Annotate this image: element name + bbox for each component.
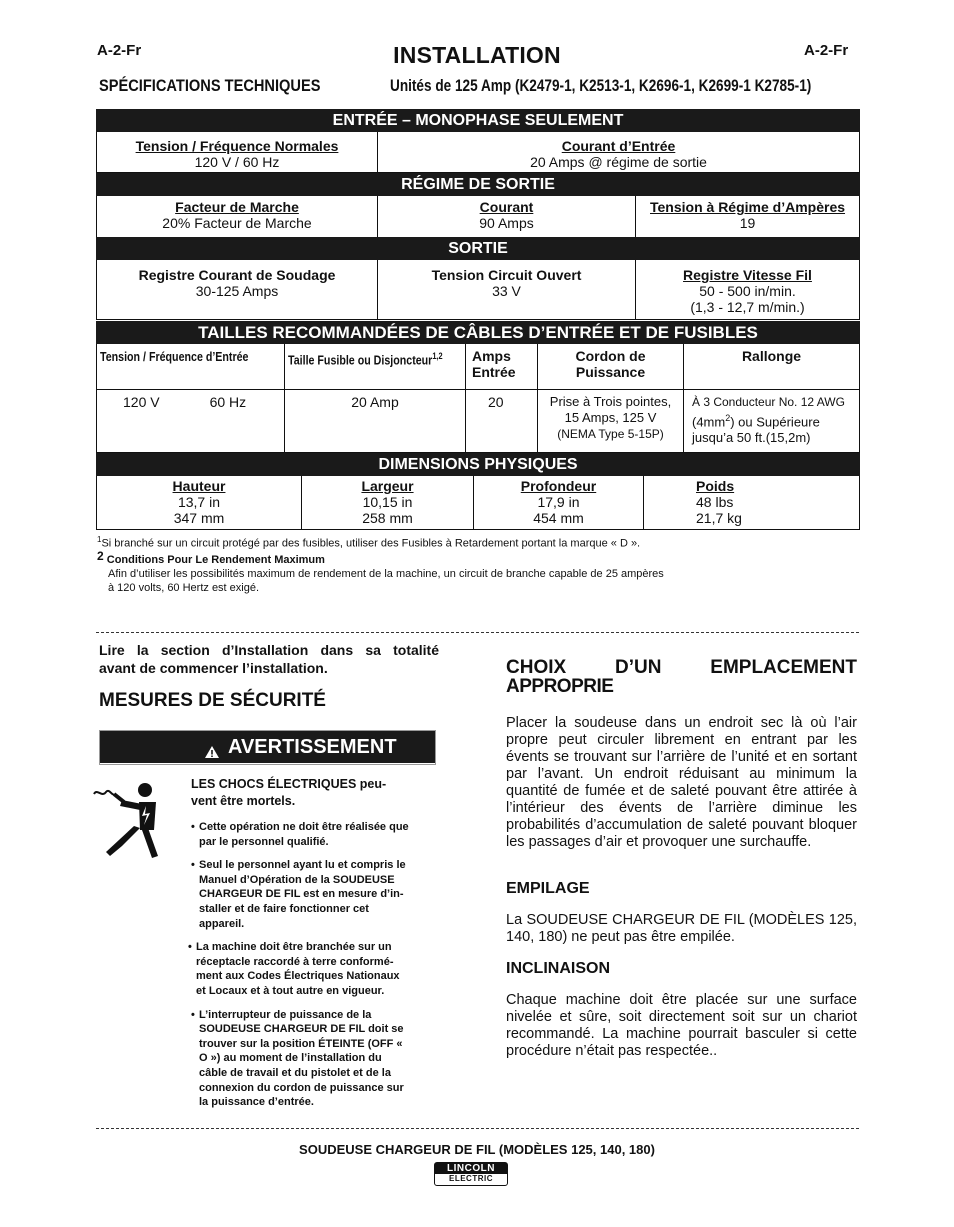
stacking-text: La SOUDEUSE CHARGEUR DE FIL (MODÈLES 125, 140, 180) ne peut pas être empilée. [506, 912, 857, 945]
rated-output-header: RÉGIME DE SORTIE [97, 174, 860, 196]
input-header: ENTRÉE – MONOPHASE SEULEMENT [97, 110, 860, 132]
dimensions-header: DIMENSIONS PHYSIQUES [97, 454, 860, 476]
duty-cycle-value: 20% Facteur de Marche [162, 215, 312, 231]
cord-line3: (NEMA Type 5-15P) [557, 427, 664, 441]
current-label: Courant [479, 199, 534, 215]
location-text: Placer la soudeuse dans un endroit sec là où l’air propre peut circuler librement en entrant par les évents se trouvant sur l’arrière de l’unité et en sortant par l’avant. Un endroit réduisant au minimum la quantité de fumée et de saleté pouvant être attirée à l’intérieur des évents de l’arrière diminue les probabilités d’accumulation de saleté pouvant bloquer les passages d’air et provoquer une surchauffe. [506, 715, 857, 850]
shock-heading [191, 776, 431, 810]
location-heading-line1: CHOIX D’UN EMPLACEMENT [506, 657, 857, 678]
input-voltage-label: Tension / Fréquence Normales [135, 138, 339, 154]
lincoln-electric-logo [434, 1162, 508, 1186]
output-header: SORTIE [97, 238, 860, 260]
warning-box [99, 730, 436, 765]
width-in: 10,15 in [362, 494, 413, 510]
height-label: Hauteur [172, 478, 226, 494]
power-cord-label1: Cordon de [575, 348, 646, 364]
height-in: 13,7 in [177, 494, 221, 510]
fuse-value: 20 Amp [351, 394, 399, 410]
footnote-1-text: Si branché sur un circuit protégé par des fusibles, utiliser des Fusibles à Retardement portant la marque « D ». [101, 537, 641, 550]
footnote-2-title: Conditions Pour Le Rendement Maximum [106, 554, 325, 566]
amps-value: 20 [488, 394, 504, 410]
weight-lbs: 48 lbs [696, 494, 734, 510]
fuse-size-sup: 1,2 [432, 351, 443, 361]
warning-triangle-icon [204, 737, 220, 769]
divider-top [96, 632, 859, 633]
input-current-label: Courant d’Entrée [561, 138, 676, 154]
fuse-size-label: Taille Fusible ou Disjoncteur [288, 352, 433, 368]
extension-line2a: (4mm [692, 414, 726, 430]
dimensions-table [96, 453, 860, 530]
footnote-2-mark: 2 [97, 549, 104, 563]
model-units: Unités de 125 Amp (K2479-1, K2513-1, K2696-1, K2699-1 K2785-1) [390, 76, 812, 95]
footnote-2-line1: Afin d’utiliser les possibilités maximum de rendement de la machine, un circuit de branche capable de 25 ampères [108, 568, 664, 580]
warning-bar [100, 731, 435, 763]
stacking-heading: EMPILAGE [506, 880, 590, 897]
cable-voltage: 120 V [123, 394, 160, 410]
logo-bottom: ELECTRIC [449, 1174, 493, 1183]
lead-line2: avant de commencer l’installation. [99, 660, 328, 676]
extension-cord-label: Rallonge [741, 348, 802, 364]
depth-mm: 454 mm [533, 510, 584, 526]
section-title: SPÉCIFICATIONS TECHNIQUES [99, 76, 321, 95]
extension-line1: À 3 Conducteur No. 12 AWG [692, 395, 845, 409]
footnote-2 [97, 549, 857, 595]
output-table [96, 237, 860, 320]
footer-text: SOUDEUSE CHARGEUR DE FIL (MODÈLES 125, 140, 180) [299, 1142, 655, 1157]
wire-speed-value-m: (1,3 - 12,7 m/min.) [690, 299, 805, 315]
location-heading [506, 658, 857, 696]
input-voltage-freq-label: Tension / Fréquence d’Entrée [100, 349, 249, 364]
cable-frequency: 60 Hz [209, 394, 247, 410]
cables-table [96, 321, 860, 453]
amps-label: Amps [472, 348, 511, 364]
warning-bullet-2: • Seul le personnel ayant lu et compris le Manuel d’Opération de la SOUDEUSE CHARGEUR DE FIL est en mesure d’in- staller et de faire fonctionner cet appareil. [191, 858, 436, 931]
shock-heading-line2: vent être mortels. [191, 794, 296, 808]
page-title: INSTALLATION [393, 42, 561, 68]
safety-heading: MESURES DE SÉCURITÉ [99, 690, 326, 711]
welding-range-value: 30-125 Amps [195, 283, 279, 299]
depth-in: 17,9 in [537, 494, 580, 510]
input-current-value: 20 Amps @ régime de sortie [530, 154, 707, 170]
cord-line2: 15 Amps, 125 V [564, 410, 657, 425]
lead-line1: Lire la section d’Installation dans sa totalité [99, 642, 439, 658]
duty-cycle-label: Facteur de Marche [175, 199, 299, 215]
rated-voltage-value: 19 [739, 215, 756, 231]
weight-label: Poids [696, 478, 735, 494]
width-label: Largeur [361, 478, 414, 494]
rated-voltage-label: Tension à Régime d’Ampères [650, 199, 846, 215]
ocv-value: 33 V [492, 283, 521, 299]
extension-sup: 2 [725, 413, 731, 423]
rated-output-table [96, 173, 860, 238]
page-id-right: A-2-Fr [804, 42, 849, 59]
footnote-1 [97, 533, 857, 551]
wire-speed-value-in: 50 - 500 in/min. [699, 283, 796, 299]
tilting-text: Chaque machine doit être placée sur une surface nivelée et sûre, soit directement soit sur un chariot recommandé. La machine pourrait basculer si cette procédure n’était pas respectée.. [506, 992, 857, 1059]
electric-shock-icon [92, 780, 182, 865]
ocv-label: Tension Circuit Ouvert [431, 267, 582, 283]
cord-line1: Prise à Trois pointes, [549, 394, 672, 409]
logo-top: LINCOLN [435, 1163, 507, 1174]
input-label: Entrée [472, 364, 516, 380]
current-value: 90 Amps [479, 215, 534, 231]
input-voltage-value: 120 V / 60 Hz [194, 154, 280, 170]
warning-title: AVERTISSEMENT [228, 736, 397, 758]
warning-bullet-3: • La machine doit être branchée sur un réceptacle raccordé à terre conformé- ment aux Codes Électriques Nationaux et Locaux et à tout autre en vigueur. [188, 940, 436, 998]
power-cord-label2: Puissance [575, 364, 646, 380]
extension-line2b: ) ou Supérieure [730, 414, 820, 430]
warning-bullet-4: • L’interrupteur de puissance de la SOUDEUSE CHARGEUR DE FIL doit se trouver sur la position ÉTEINTE (OFF « O ») au moment de l’installation du câble de travail et du pistolet et de la connexion du cordon de puissance sur la puissance d’entrée. [191, 1008, 436, 1110]
cables-header: TAILLES RECOMMANDÉES DE CÂBLES D’ENTRÉE ET DE FUSIBLES [97, 322, 860, 344]
extension-line3: jusqu’a 50 ft.(15,2m) [692, 430, 811, 446]
welding-range-label: Registre Courant de Soudage [138, 267, 336, 283]
warning-bullet-1: • Cette opération ne doit être réalisée que par le personnel qualifié. [191, 820, 436, 849]
location-heading-line2: APPROPRIE [506, 676, 614, 697]
divider-bottom [96, 1128, 859, 1129]
depth-label: Profondeur [520, 478, 597, 494]
lead-text [99, 641, 439, 677]
input-table [96, 109, 860, 173]
warning-bullets [191, 820, 436, 1119]
wire-speed-label: Registre Vitesse Fil [683, 267, 812, 283]
footnote-2-line2: à 120 volts, 60 Hertz est exigé. [108, 582, 260, 594]
height-mm: 347 mm [173, 510, 225, 526]
tilting-heading: INCLINAISON [506, 960, 610, 977]
shock-heading-line1: LES CHOCS ÉLECTRIQUES peu- [191, 777, 387, 791]
weight-kg: 21,7 kg [696, 510, 742, 526]
width-mm: 258 mm [362, 510, 413, 526]
page-id-left: A-2-Fr [97, 42, 142, 59]
footnote-1-mark: 1 [97, 535, 102, 544]
